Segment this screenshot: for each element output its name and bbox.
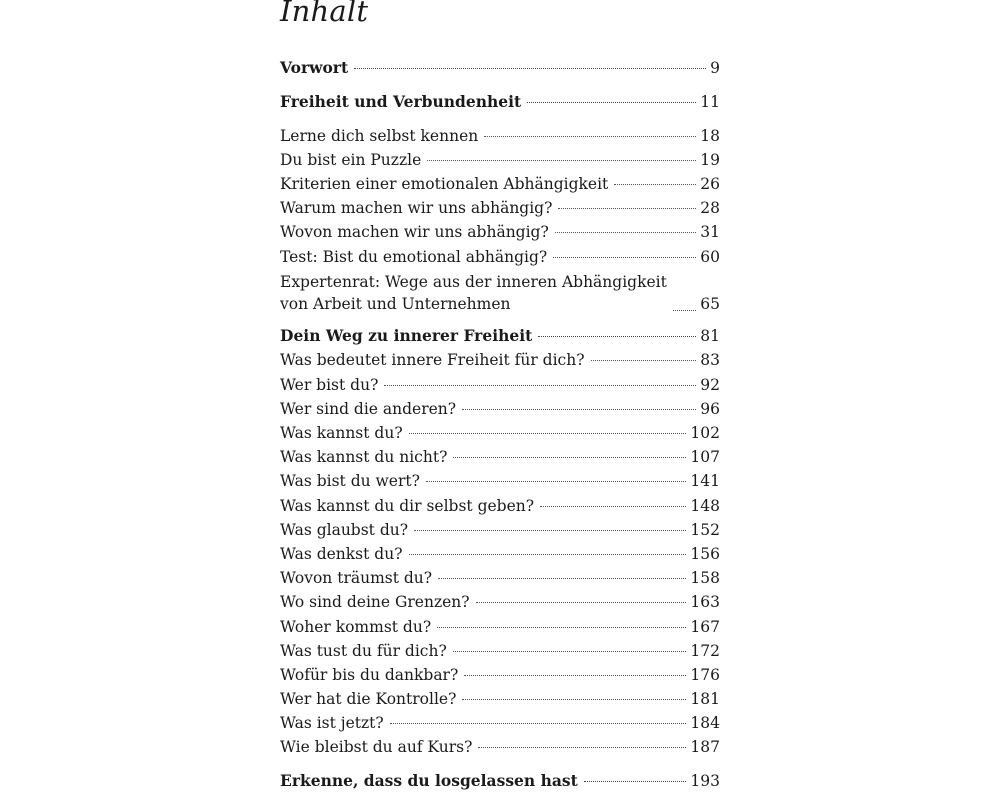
toc-entry-page-number: 92: [700, 375, 720, 394]
toc-entry-page-number: 163: [690, 593, 720, 612]
toc-entry-label: Freiheit und Verbundenheit: [280, 91, 522, 111]
dot-leader: [390, 723, 687, 724]
toc-entry-page-number: 9: [710, 59, 720, 77]
toc-entry-page-number: 193: [690, 772, 720, 791]
toc-entry-11[interactable]: [280, 348, 720, 372]
toc-entry-17[interactable]: [280, 494, 720, 518]
toc-entry-page-number: 176: [690, 665, 720, 684]
toc-entry-label: Kriterien einer emotionalen Abhängigkeit: [280, 174, 609, 193]
toc-entry-8[interactable]: [280, 245, 720, 269]
toc-entry-page-number: 96: [700, 399, 720, 418]
toc-entry-10[interactable]: [280, 324, 720, 348]
toc-entry-13[interactable]: [280, 397, 720, 421]
toc-entry-label: Was kannst du?: [280, 424, 403, 443]
toc-entry-page-number: 31: [700, 223, 720, 242]
toc-entry-label: Wovon machen wir uns abhängig?: [280, 223, 549, 242]
toc-entry-page-number: 184: [690, 714, 720, 733]
toc-entry-label: Was bist du wert?: [280, 472, 420, 491]
toc-entry-26[interactable]: [280, 711, 720, 735]
toc-entry-label: Wofür bis du dankbar?: [280, 665, 459, 684]
toc-entry-label: Wovon träumst du?: [280, 569, 433, 588]
dot-leader: [673, 310, 696, 311]
toc-entry-20[interactable]: [280, 566, 720, 590]
toc-entry-page-number: 28: [700, 199, 720, 218]
dot-leader: [484, 136, 696, 137]
toc-entry-label: Erkenne, dass du losgelassen hast: [280, 771, 578, 791]
toc-entry-page-number: 152: [690, 520, 720, 539]
toc-entry-label: Du bist ein Puzzle: [280, 150, 422, 169]
toc-entry-page-number: 81: [700, 327, 720, 346]
toc-entry-label: Wer hat die Kontrolle?: [280, 690, 457, 709]
toc-entry-6[interactable]: [280, 196, 720, 220]
toc-entry-22[interactable]: [280, 615, 720, 639]
toc-entry-5[interactable]: [280, 172, 720, 196]
toc-entry-7[interactable]: [280, 220, 720, 244]
toc-list: [280, 56, 720, 793]
dot-leader: [476, 602, 687, 603]
toc-entry-24[interactable]: [280, 663, 720, 687]
toc-entry-page-number: 158: [690, 569, 720, 588]
dot-leader: [409, 433, 687, 434]
dot-leader: [464, 675, 686, 676]
dot-leader: [591, 360, 697, 361]
toc-entry-page-number: 26: [700, 174, 720, 193]
toc-entry-page-number: 167: [690, 617, 720, 636]
toc-entry-page-number: 60: [700, 247, 720, 266]
toc-entry-page-number: 181: [690, 690, 720, 709]
dot-leader: [453, 651, 687, 652]
toc-entry-label: Test: Bist du emotional abhängig?: [280, 247, 548, 266]
toc-entry-label: Wie bleibst du auf Kurs?: [280, 738, 473, 757]
toc-entry-4[interactable]: [280, 148, 720, 172]
toc-entry-label: Warum machen wir uns abhängig?: [280, 199, 553, 218]
dot-leader: [614, 184, 696, 185]
toc-entry-label: Wer sind die anderen?: [280, 399, 457, 418]
toc-entry-19[interactable]: [280, 542, 720, 566]
toc-entry-page-number: 187: [690, 738, 720, 757]
toc-entry-page-number: 102: [690, 424, 720, 443]
toc-entry-page-number: 19: [700, 150, 720, 169]
toc-entry-page-number: 18: [700, 126, 720, 145]
toc-entry-14[interactable]: [280, 421, 720, 445]
dot-leader: [354, 68, 706, 69]
toc-entry-21[interactable]: [280, 590, 720, 614]
dot-leader: [462, 409, 696, 410]
dot-leader: [527, 102, 696, 103]
dot-leader: [584, 781, 687, 782]
dot-leader: [540, 506, 686, 507]
dot-leader: [384, 385, 696, 386]
dot-leader: [414, 530, 686, 531]
toc-entry-2[interactable]: [280, 90, 720, 114]
toc-entry-label: Was glaubst du?: [280, 520, 409, 539]
dot-leader: [558, 208, 696, 209]
toc-entry-3[interactable]: [280, 124, 720, 148]
dot-leader: [538, 336, 696, 337]
toc-entry-label: Dein Weg zu innerer Freiheit: [280, 326, 533, 346]
dot-leader: [553, 257, 696, 258]
dot-leader: [453, 457, 686, 458]
toc-entry-28[interactable]: [280, 769, 720, 793]
toc-entry-9[interactable]: [280, 269, 720, 315]
toc-entry-label: Was kannst du dir selbst geben?: [280, 496, 535, 515]
dot-leader: [426, 481, 686, 482]
dot-leader: [427, 160, 696, 161]
toc-entry-18[interactable]: [280, 518, 720, 542]
toc-entry-16[interactable]: [280, 469, 720, 493]
toc-entry-27[interactable]: [280, 735, 720, 759]
toc-entry-label: Wo sind deine Grenzen?: [280, 593, 470, 612]
toc-entry-page-number: 172: [690, 641, 720, 660]
toc-entry-page-number: 141: [690, 472, 720, 491]
toc-entry-page-number: 107: [690, 448, 720, 467]
toc-entry-23[interactable]: [280, 639, 720, 663]
toc-entry-label: Was kannst du nicht?: [280, 448, 448, 467]
toc-entry-label: Woher kommst du?: [280, 617, 432, 636]
dot-leader: [478, 747, 686, 748]
toc-entry-label: Was ist jetzt?: [280, 714, 384, 733]
toc-entry-label: Was denkst du?: [280, 544, 403, 563]
toc-entry-15[interactable]: [280, 445, 720, 469]
dot-leader: [438, 578, 686, 579]
dot-leader: [462, 699, 686, 700]
toc-entry-12[interactable]: [280, 373, 720, 397]
toc-entry-page-number: 65: [700, 294, 720, 313]
toc-entry-page-number: 83: [700, 351, 720, 370]
toc-entry-label: Expertenrat: Wege aus der inneren Abhängigkeit von Arbeit und Unternehmen: [280, 272, 667, 313]
toc-entry-label: Vorwort: [280, 58, 349, 77]
toc-entry-label: Was bedeutet innere Freiheit für dich?: [280, 351, 585, 370]
toc-entry-label: Wer bist du?: [280, 375, 379, 394]
toc-entry-label: Lerne dich selbst kennen: [280, 126, 479, 145]
dot-leader: [437, 627, 686, 628]
toc-entry-label: Was tust du für dich?: [280, 641, 447, 660]
toc-entry-25[interactable]: [280, 687, 720, 711]
dot-leader: [555, 232, 696, 233]
toc-entry-page-number: 156: [690, 544, 720, 563]
toc-entry-page-number: 148: [690, 496, 720, 515]
dot-leader: [409, 554, 687, 555]
page-title: Inhalt: [280, 0, 369, 28]
toc-entry-1[interactable]: [280, 56, 720, 80]
toc-entry-page-number: 11: [700, 92, 720, 111]
